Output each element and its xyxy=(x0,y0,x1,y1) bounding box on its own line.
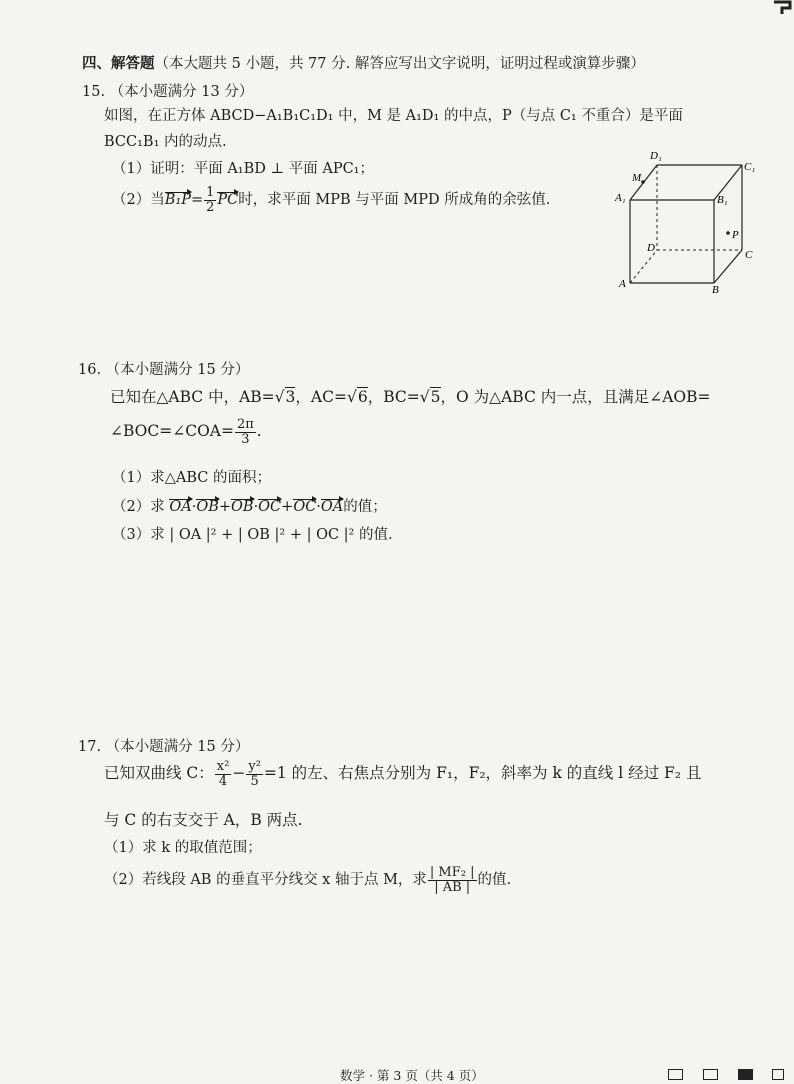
q16-header xyxy=(78,358,249,379)
q16-text-a: 已知在△ABC 中，AB= xyxy=(110,388,275,406)
section-heading: 四、解答题 xyxy=(82,55,155,72)
footer-mark-empty-3 xyxy=(772,1069,784,1080)
q16-stem-line1: 已知在△ABC 中，AB=√3，AC=√6，BC=√5，O 为△ABC 内一点，且满足∠AOB= xyxy=(110,388,711,406)
footer-mark-empty-1 xyxy=(668,1069,683,1080)
q17-stem-line2: 与 C 的右支交于 A，B 两点. xyxy=(104,811,303,829)
label-m: M xyxy=(632,172,642,184)
q15-part1: （1）证明：平面 A₁BD ⊥ 平面 APC₁； xyxy=(112,161,374,177)
vector-ob: OB xyxy=(196,499,219,515)
q17-header xyxy=(78,735,249,756)
dot-op: · xyxy=(253,499,259,515)
q16-stem-line2 xyxy=(110,418,262,446)
label-a1: A₁ xyxy=(615,192,626,204)
corner-mark-icon xyxy=(770,0,794,18)
point-p xyxy=(726,231,730,235)
q17-stem-line1 xyxy=(104,760,701,788)
edge-bc xyxy=(714,250,742,283)
q15-stem-line2: BCC₁B₁ 内的动点. xyxy=(104,134,227,150)
plus-op: + xyxy=(218,499,232,515)
q17-text-b: =1 的左、右焦点分别为 F₁，F₂，斜率为 k 的直线 l 经过 F₂ 且 xyxy=(263,764,702,783)
q15-part2-suffix: 时，求平面 MPB 与平面 MPD 所成角的余弦值. xyxy=(238,192,551,209)
q16-part2-prefix: （2）求 xyxy=(112,499,165,515)
q16-number: 16. xyxy=(78,362,102,378)
q16-period: . xyxy=(256,422,262,441)
vector-pc: PC xyxy=(217,192,239,209)
fraction-numerator: 1 xyxy=(206,185,215,200)
vector-b1p: B₁P xyxy=(164,192,191,209)
fraction-denominator: 2 xyxy=(206,199,215,215)
q16-angle-text: ∠BOC=∠COA= xyxy=(110,422,234,441)
vector-oc: OC xyxy=(258,499,282,515)
q17-part2 xyxy=(104,866,511,894)
vector-oa: OA xyxy=(169,499,192,515)
fraction-numerator: x² xyxy=(216,759,230,774)
vector-oc: OC xyxy=(293,499,317,515)
q17-part2-prefix: （2）若线段 AB 的垂直平分线交 x 轴于点 M，求 xyxy=(104,872,427,889)
footer-mark-filled xyxy=(738,1069,753,1080)
q17-number: 17. xyxy=(78,739,102,755)
page-footer: 数学 · 第 3 页（共 4 页） xyxy=(340,1068,484,1083)
dot-op: · xyxy=(316,499,321,515)
q17-score: （本小题满分 15 分） xyxy=(105,739,250,755)
q17-text-a: 已知双曲线 C： xyxy=(104,764,214,783)
fraction-denominator: 4 xyxy=(218,773,228,789)
q17-part1: （1）求 k 的取值范围； xyxy=(104,840,262,856)
fraction-numerator: y² xyxy=(248,759,261,774)
label-a: A xyxy=(619,278,626,290)
label-p: P xyxy=(732,229,739,241)
label-c1: C₁ xyxy=(744,161,756,173)
point-m xyxy=(641,180,645,184)
q16-score: （本小题满分 15 分） xyxy=(105,362,250,378)
q16-text-d: ，O 为△ABC 内一点，且满足∠AOB= xyxy=(440,388,711,406)
q16-text-b: ，AC= xyxy=(295,388,347,406)
section-header xyxy=(82,52,645,73)
q15-score: （本小题满分 13 分） xyxy=(109,84,254,100)
fraction-numerator: | MF₂ | xyxy=(429,865,475,880)
fraction-two-pi-third xyxy=(235,418,256,446)
q16-part2 xyxy=(112,495,387,516)
fraction-numerator: 2π xyxy=(236,417,254,432)
label-d1: D₁ xyxy=(650,150,662,162)
q16-part2-suffix: 的值； xyxy=(343,499,387,515)
vector-ob: OB xyxy=(231,499,254,515)
cube-figure xyxy=(612,145,772,295)
q15-header xyxy=(82,80,253,101)
q15-part2-prefix: （2）当 xyxy=(112,192,165,209)
label-b: B xyxy=(712,284,719,295)
footer-mark-empty-2 xyxy=(703,1069,718,1080)
plus-op: + xyxy=(281,499,294,515)
equals-sign: = xyxy=(190,192,204,209)
q16-part3: （3）求 | OA |² + | OB |² + | OC |² 的值. xyxy=(112,527,393,543)
fraction-denominator: 3 xyxy=(241,431,250,447)
sqrt-ab: 3 xyxy=(285,388,296,406)
vector-oa: OA xyxy=(320,499,344,515)
sqrt-ac: 6 xyxy=(357,388,368,406)
fraction-denominator: | AB | xyxy=(434,879,471,895)
label-c: C xyxy=(745,249,753,261)
dot-op: · xyxy=(191,499,197,515)
section-note: （本大题共 5 小题，共 77 分. 解答应写出文字说明，证明过程或演算步骤） xyxy=(154,56,645,72)
minus-op: − xyxy=(232,764,246,783)
q15-stem-line1: 如图，在正方体 ABCD−A₁B₁C₁D₁ 中，M 是 A₁D₁ 的中点，P（与点 C₁ 不重合）是平面 xyxy=(104,108,683,124)
sqrt-bc: 5 xyxy=(430,388,441,406)
q15-part2 xyxy=(112,186,550,214)
label-b1: B₁ xyxy=(717,194,728,206)
q15-number: 15. xyxy=(82,84,106,100)
fraction-denominator: 5 xyxy=(250,773,259,789)
fraction-y2-over-5 xyxy=(246,760,263,788)
q17-part2-suffix: 的值. xyxy=(477,872,512,889)
q16-part1: （1）求△ABC 的面积； xyxy=(112,470,271,486)
label-d: D xyxy=(647,242,655,254)
fraction-one-half xyxy=(204,186,216,214)
fraction-mf2-over-ab xyxy=(428,866,477,894)
edge-ad-hidden xyxy=(630,250,657,283)
q16-text-c: ，BC= xyxy=(367,388,420,406)
fraction-x2-over-4 xyxy=(215,760,232,788)
